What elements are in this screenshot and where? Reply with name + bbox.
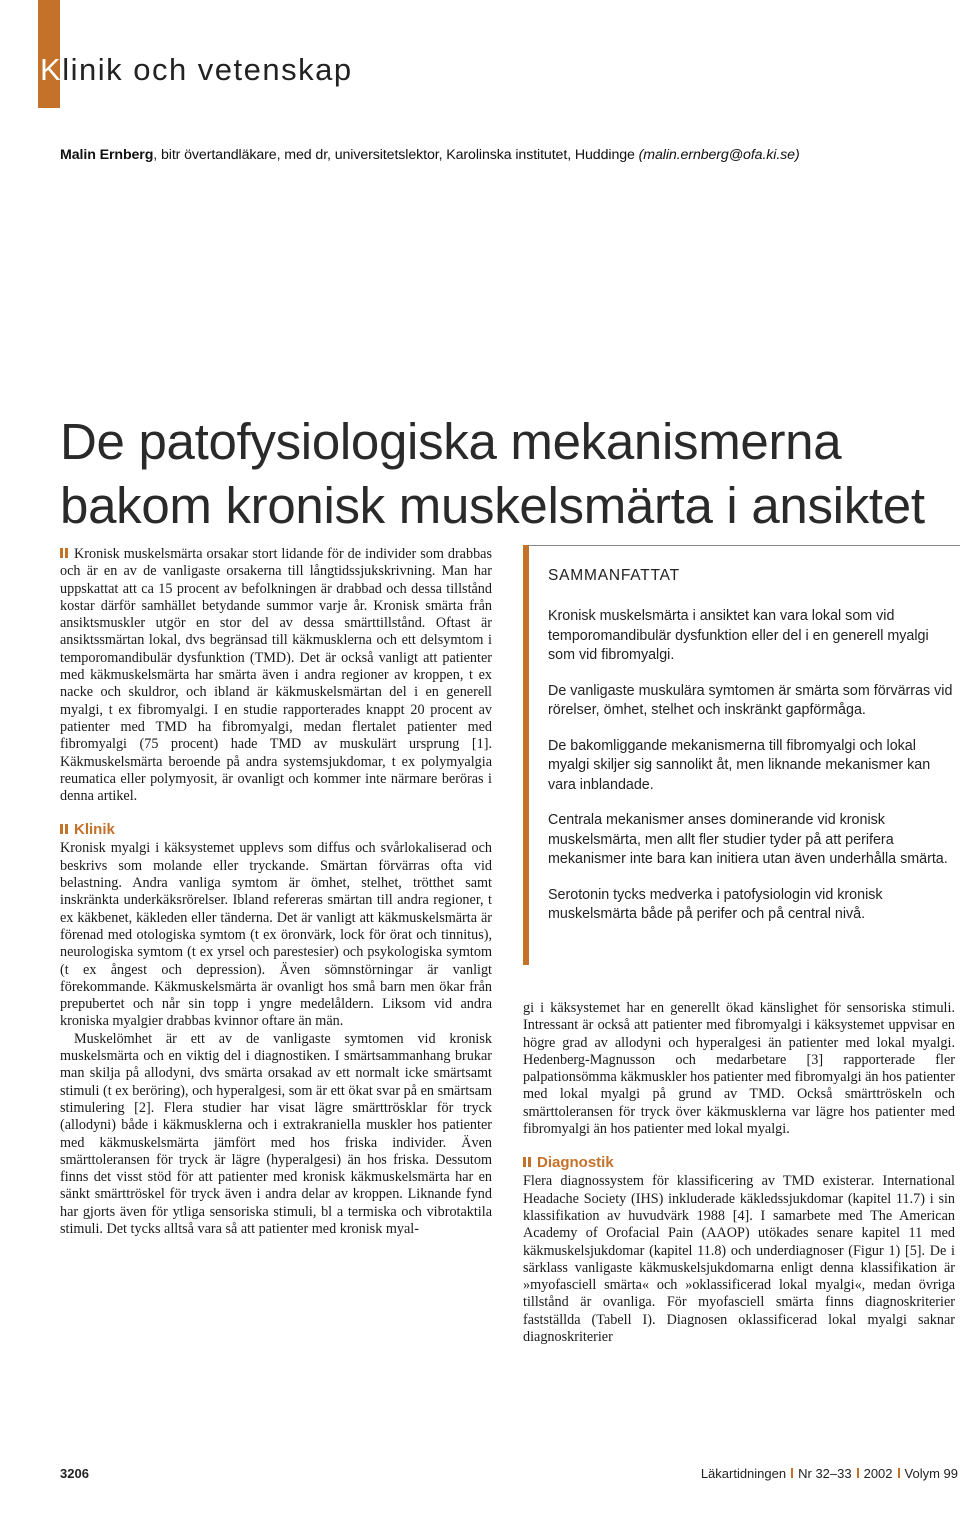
separator (857, 1468, 859, 1478)
summary-item: Kronisk muskelsmärta i ansiktet kan vara lokal som vid temporomandibulär dysfunktion eller del i en generell myalgi som vid fibromyalgi. (548, 608, 929, 663)
journal-year: 2002 (863, 1466, 893, 1481)
body-column-right (523, 1000, 955, 1346)
paragraph: gi i käksystemet har en generellt ökad känslighet för sensoriska stimuli. Intressant är också att patienter med fibromyalgi i käksystemet uppvisar en högre grad av allodyni och hyperalgesi än patienter med lokal myalgi. Hedenberg-Magnusson och medarbetare [3] rapporterade fler palpationsömma käkmuskler hos patienter med fibromyalgi än hos patienter med lokal myalgi på grund av TMD. Också smärttröskeln och smärttoleransen för tryck över käkmusklerna var lägre hos patienter med fibromyalgi än hos patienter med lokal myalgi. (523, 1000, 955, 1138)
section-title (40, 52, 353, 88)
author-affiliation: , bitr övertandläkare, med dr, universitetslektor, Karolinska institutet, Huddinge (153, 147, 639, 163)
article-headline (60, 410, 960, 538)
section-title-initial: K (40, 52, 63, 87)
summary-item: Serotonin tycks medverka i patofysiologin vid kronisk muskelsmärta både på perifer och på central nivå. (548, 886, 883, 922)
summary-item: De vanligaste muskulära symtomen är smärta som förvärras vid rörelser, ömhet, stelhet och inskränkt gapförmåga. (548, 682, 953, 718)
section-marker-icon (523, 1154, 533, 1172)
page-number: 3206 (60, 1466, 89, 1481)
headline-line-1: De patofysiologiska mekanismerna (60, 413, 842, 470)
body-column-left (60, 546, 492, 1238)
separator (791, 1468, 793, 1478)
summary-item: Centrala mekanismer anses dominerande vid kronisk muskelsmärta, men allt fler studier tyder på att perifera mekanismer inte bara kan initiera utan även underhålla smärta. (548, 812, 948, 867)
separator (898, 1468, 900, 1478)
intro-paragraph: Kronisk muskelsmärta orsakar stort lidande för de individer som drabbas och är en av de vanligaste orsakerna till långtidssjukskrivning. Man har uppskattat att ca 15 procent av befolkningen är drabbad och dessa tillstånd kostar därför samhället betydande summor varje år. Kronisk smärta från ansiktsmuskler utgör en stor del av dessa smärttillstånd. Oftast är ansiktssmärtan lokal, dvs begränsad till käkmusklerna och ett delsymtom i temporomandibulär dysfunktion (TMD). Det är också vanligt att patienter med käkmuskelsmärta har smärta även i andra regioner av kroppen, t ex nacke och skuldror, och ibland är käkmuskelsmärtan del i en generell myalgi, t ex fibromyalgi. I en studie rapporterades knappt 20 procent av patienter med TMD ha fibromyalgi, medan flertalet patienter med fibromyalgi (75 procent) hade TMD av muskulärt ursprung [1]. Käkmuskelsmärta beroende på andra systemsjukdomar, t ex polymyalgia reumatica eller polymyosit, är ovanligt och kommer inte närmare beröras i denna artikel. (60, 546, 492, 805)
journal-issue: Nr 32–33 (798, 1466, 852, 1481)
author-byline (60, 147, 940, 163)
section-marker-icon (60, 821, 70, 839)
section-title-rest: linik och vetenskap (62, 52, 353, 87)
summary-content (548, 567, 958, 941)
journal-volume: Volym 99 (904, 1466, 958, 1481)
summary-heading: SAMMANFATTAT (548, 567, 680, 584)
headline-line-2: bakom kronisk muskelsmärta i ansiktet (60, 477, 925, 534)
journal-info (701, 1466, 958, 1481)
paragraph: Muskelömhet är ett av de vanligaste symtomen vid kronisk muskelsmärta och en viktig del i diagnostiken. I smärtsammanhang brukar man skilja på allodyni, dvs smärta orsakad av ett normalt icke smärtsamt stimuli (t ex beröring), och hyperalgesi, som är ett ökat svar på en smärtsam stimulering [2]. Flera studier har visat lägre smärttrösklar för tryck (allodyni) både i käkmusklerna och i extrakraniella muskler hos patienter med käkmuskelsmärta jämfört med hos friska individer. Även smärttoleransen för tryck är lägre (hyperalgesi) än hos friska. Dessutom finns det visst stöd för att patienter med kronisk käkmuskelsmärta har en sänkt smärttröskel för tryck även i andra delar av kroppen. Liknande fynd har gjorts även för ytliga sensoriska stimuli, bl a termiska och vibrotaktila stimuli. Det tycks alltså vara så att patienter med kronisk myal- (60, 1030, 492, 1237)
section-marker-icon (60, 546, 70, 563)
journal-name: Läkartidningen (700, 1466, 787, 1481)
paragraph: Flera diagnossystem för klassificering av TMD existerar. International Headache Society (IHS) inkluderade käkledssjukdomar (kapitel 11.7) i sin klassifikation av huvudvärk 1988 [4]. I samarbete med The American Academy of Orofacial Pain (AAOP) utökades senare kapitel 11 med käkmuskelsjukdomar (kapitel 11.8) och underdiagnoser (Figur 1) [5]. De i särklass vanligaste käkmuskelsjukdomarna enligt denna klassifikation är »myofasciell smärta« och »oklassificerad lokal myalgi«, medan övriga tillstånd är ovanliga. För myofasciell smärta finns diagnoskriterier fastställda (Tabell I). Diagnosen oklassificerad lokal myalgi saknar diagnoskriterier (523, 1173, 955, 1346)
subhead-diagnostik: Diagnostik (523, 1154, 955, 1172)
paragraph: Kronisk myalgi i käksystemet upplevs som diffus och svårlokaliserad och beskrivs som molande eller tryckande. Smärtan förvärras ofta vid belastning. Andra vanliga symtom är ömhet, stelhet, trötthet samt inskränkta underkäksrörelser. Ibland refereras smärtan till andra regioner, t ex käkbenet, käkleden eller tänderna. Det är vanligt att käkmuskelsmärta är förenad med otologiska symtom (t ex öronvärk, lock för örat och tinnitus), neurologiska symtom (t ex yrsel och parestesier) och psykologiska symtom (t ex ångest och depression). Även sömnstörningar är vanligt förekommande. Käkmuskelsmärta är ovanligt hos små barn men ökar från prepubertet och når sin topp i yngre medelåldern. Liksom vid andra kroniska myalgier drabbas kvinnor oftare än män. (60, 840, 492, 1030)
summary-item: De bakomliggande mekanismerna till fibromyalgi och lokal myalgi skiljer sig sannolikt åt, men liknande mekanismer kan vara inblandade. (548, 737, 931, 793)
author-name: Malin Ernberg (60, 147, 154, 163)
summary-accent-bar (523, 545, 529, 965)
author-email: (malin.ernberg@ofa.ki.se) (638, 147, 800, 163)
subhead-klinik: Klinik (60, 821, 492, 839)
